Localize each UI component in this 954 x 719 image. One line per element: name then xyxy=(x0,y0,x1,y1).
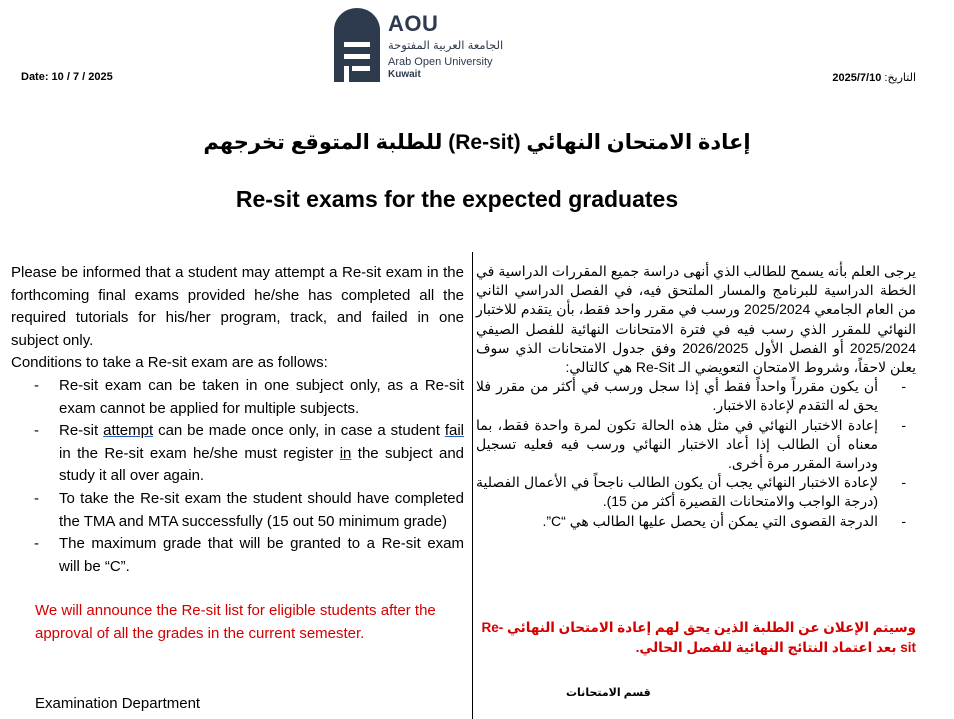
logo-english-name: Arab Open University xyxy=(388,56,493,68)
column-divider xyxy=(472,252,473,719)
arabic-department: قسم الامتحانات xyxy=(566,687,651,699)
underlined-word-fail: fail xyxy=(444,422,464,440)
logo-country: Kuwait xyxy=(388,69,421,80)
list-item: - To take the Re-sit exam the student should have completed the TMA and MTA successfully (15 out 50 minimum grade) xyxy=(34,489,464,530)
english-conditions-list xyxy=(11,375,464,578)
list-item: - الدرجة القصوى التي يمكن أن يحصل عليها الطالب هي “C”. xyxy=(542,512,906,529)
english-conditions-heading: Conditions to take a Re-sit exam are as follows: xyxy=(11,354,328,372)
aou-logo xyxy=(330,8,520,82)
date-arabic-label: التاريخ: xyxy=(884,72,916,84)
english-announcement: We will announce the Re-sit list for eligible students after the approval of all the grades in the current semester. xyxy=(35,602,436,642)
date-arabic-value: 2025/7/10 xyxy=(832,72,882,84)
arabic-announcement: وسيتم الإعلان عن الطلبة الذين يحق لهم إعادة الامتحان النهائي Re-sit بعد اعتماد النتائج النهائية للفصل الحالي. xyxy=(481,620,916,655)
list-item: - لإعادة الاختبار النهائي يجب أن يكون الطالب ناجحاً في الأعمال الفصلية (درجة الواجب والامتحانات القصيرة أكثر من 15). xyxy=(476,474,906,510)
list-item: - إعادة الاختبار النهائي في مثل هذه الحالة تكون لمرة واحدة فقط، بما معناه أن الطالب إذا أعاد الاختبار النهائي ورسب فيه فعليه تسجيل ودراسة المقرر مرة أخرى. xyxy=(476,416,906,472)
date-english: Date: 10 / 7 / 2025 xyxy=(21,71,113,83)
list-item: - The maximum grade that will be granted to a Re-sit exam will be “C”. xyxy=(34,535,464,575)
english-column xyxy=(11,262,464,646)
title-arabic: إعادة الامتحان النهائي (Re-sit) للطلبة المتوقع تخرجهم xyxy=(203,131,751,154)
underlined-word-in: in xyxy=(339,444,352,462)
logo-abbr: AOU xyxy=(388,11,439,36)
aou-logo-mark-icon xyxy=(332,8,382,82)
english-department: Examination Department xyxy=(35,695,201,712)
title-english: Re-sit exams for the expected graduates xyxy=(235,186,679,212)
arabic-conditions-list xyxy=(476,377,916,531)
logo-arabic-name: الجامعة العربية المفتوحة xyxy=(388,40,504,52)
list-item: - أن يكون مقرراً واحداً فقط أي إذا سجل ورسب في أكثر من مقرر فلا يحق له التقدم لإعادة الاختبار. xyxy=(476,378,906,414)
underlined-word-attempt: attempt xyxy=(103,422,154,440)
date-arabic xyxy=(832,71,916,84)
list-item: - Re-sit exam can be taken in one subject only, as a Re-sit exam cannot be applied for multiple subjects. xyxy=(34,376,464,417)
arabic-intro: يرجى العلم بأنه يسمح للطالب الذي أنهى دراسة جميع المقررات الدراسية في الخطة الدراسية للبرنامج والمسار الملتحق فيه، في الفصل الدراسي الثاني من العام الجامعي 2025/2024 ورسب في مقرر واحد فقط، بأن يتقدم للاختبار النهائي للمقرر الذي رسب فيه في فترة الامتحانات النهائية للفصل الصيفي 2025/2024 أو الفصل الأول 2026/2025 وفق جدول الامتحانات الذي سوف يعلن لاحقاً، وشروط الامتحان التعويضي الـ Re-Sit هي كالتالي: xyxy=(476,263,916,376)
arabic-column xyxy=(476,262,916,531)
english-intro: Please be informed that a student may attempt a Re-sit exam in the forthcoming final exams provided he/she has completed all the required tutorials for his/her program, track, and failed in one subject only. xyxy=(11,264,464,349)
list-item: - Re-sit attempt can be made once only, in case a student fail in the Re-sit exam he/she must register in the subject and study it all over again. xyxy=(34,422,464,485)
